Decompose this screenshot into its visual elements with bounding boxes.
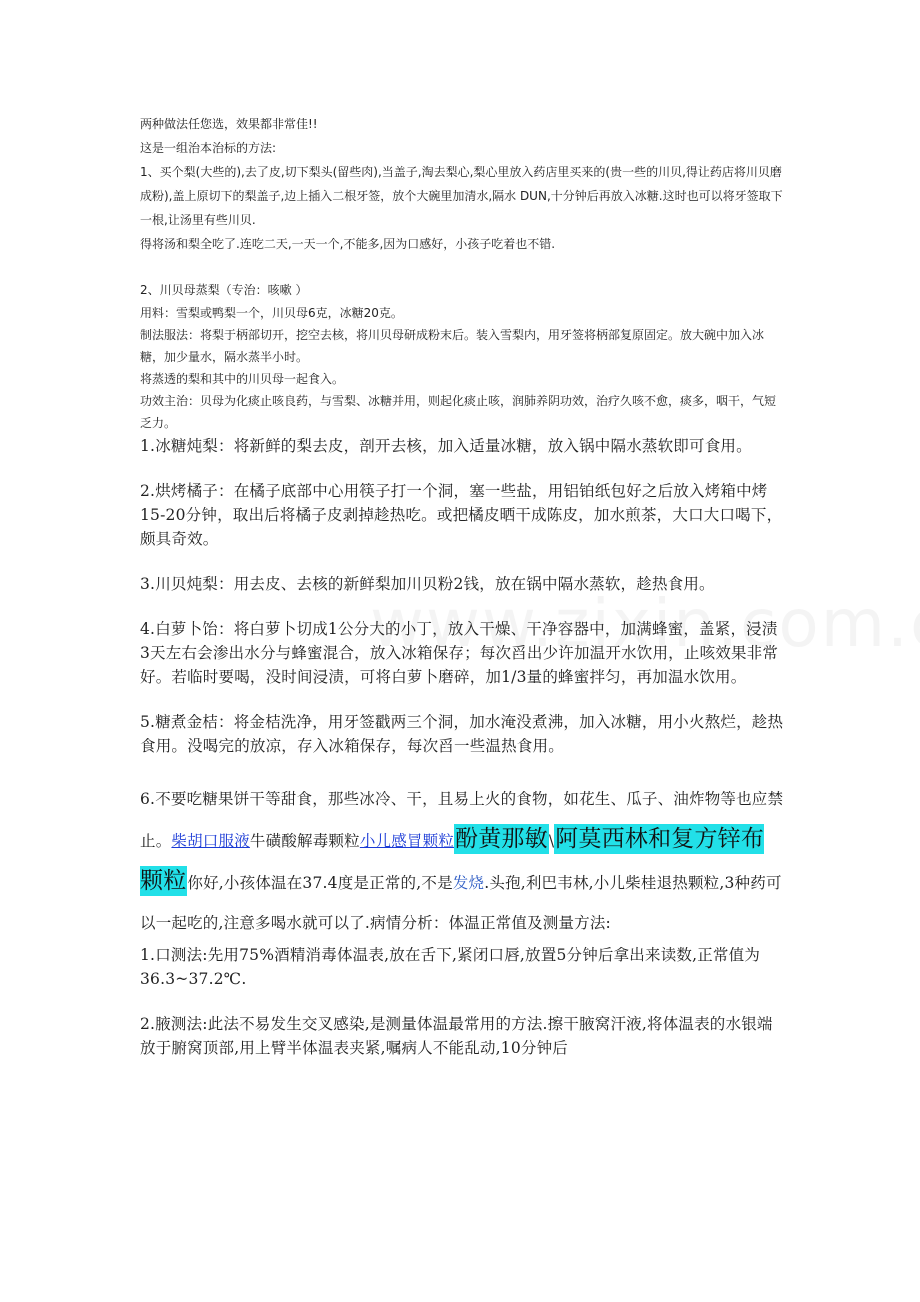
recipe-2-ingredients: 用料：雪梨或鸭梨一个，川贝母6克，冰糖20克。 [140,306,403,320]
recipe-2-effect: 功效主治：贝母为化痰止咳良药，与雪梨、冰糖并用，则起化痰止咳，润肺养阴功效，治疗久咳不愈，痰多，咽干，气短乏力。 [140,394,777,430]
intro-line-1: 两种做法任您选，效果都非常佳!! [140,117,318,131]
tip-6-rest: .头孢,利巴韦林,小儿柴桂退热颗粒,3种药可以一起吃的,注意多喝水就可以了.病情分析：体温正常值及测量方法: [140,874,782,932]
method-1-text: 1、买个梨(大些的),去了皮,切下梨头(留些肉),当盖子,淘去梨心,梨心里放入药店里买来的(贵一些的川贝,得让药店将川贝磨成粉),盖上原切下的梨盖子,边上插入二根牙签，放个大碗里加清水,隔水 DUN,十分钟后再放入冰糖.这时也可以将牙签取下一根,让汤里有些川贝. [140,165,783,227]
tip-2: 2.烘烤橘子：在橘子底部中心用筷子打一个洞，塞一些盐，用铝铂纸包好之后放入烤箱中烤15-20分钟，取出后将橘子皮剥掉趁热吃。或把橘皮晒干成陈皮，加水煎茶，大口大口喝下，颇具奇效。 [140,482,783,548]
tip-6-after: 你好,小孩体温在37.4度是正常的,不是 [187,874,453,892]
tip-5: 5.糖煮金桔：将金桔洗净，用牙签戳两三个洞，加水淹没煮沸，加入冰糖，用小火熬烂，趁热食用。没喝完的放凉，存入冰箱保存，每次舀一些温热食用。 [140,713,784,755]
fever-word: 发烧 [452,874,485,892]
tip-4: 4.白萝卜饴：将白萝卜切成1公分大的小丁，放入干燥、干净容器中，加满蜂蜜，盖紧，浸渍3天左右会渗出水分与蜂蜜混合，放入冰箱保存；每次舀出少许加温开水饮用，止咳效果非常好。若临时要喝，没时间浸渍，可将白萝卜磨碎，加1/3量的蜂蜜拌匀，再加温水饮用。 [140,620,779,686]
intro-line-2: 这是一组治本治标的方法: [140,141,277,155]
link-pediatric-cold-granules[interactable]: 小儿感冒颗粒 [359,832,455,850]
method-1-tail: 得将汤和梨全吃了.连吃二天,一天一个,不能多,因为口感好，小孩子吃着也不错. [140,237,556,251]
recipe-2-eat: 将蒸透的梨和其中的川贝母一起食入。 [140,372,345,386]
spacer [140,256,785,278]
link-chaihu-oral-liquid[interactable]: 柴胡口服液 [171,832,250,850]
recipe-2-title: 2、川贝母蒸梨（专治：咳嗽 ） [140,283,308,297]
highlight-drug-1: 酚黄那敏 [455,826,548,852]
temp-oral: 1.口测法:先用75%酒精消毒体温表,放在舌下,紧闭口唇,放置5分钟后拿出来读数,正常值为36.3~37.2℃. [140,946,761,988]
tip-6-paragraph [140,779,785,943]
tip-6-mid: 牛磺酸解毒颗粒 [249,832,360,850]
highlight-drug-2: 阿莫西林和复方锌布颗粒 [140,826,765,894]
tip-6-lead: 6.不要吃糖果饼干等甜食，那些冰冷、干，且易上火的食物，如花生、瓜子、油炸物等也应禁止。 [140,790,784,850]
document-body [140,112,785,1060]
recipe-2-method: 制法服法：将梨于柄部切开，挖空去核，将川贝母研成粉末后。装入雪梨内，用牙签将柄部复原固定。放大碗中加入冰糖，加少量水，隔水蒸半小时。 [140,328,765,364]
separator: \ [548,832,555,850]
tip-1: 1.冰糖炖梨：将新鲜的梨去皮，剖开去核，加入适量冰糖，放入锅中隔水蒸软即可食用。 [140,437,752,455]
temp-axillary: 2.腋测法:此法不易发生交叉感染,是测量体温最常用的方法.擦干腋窝汗液,将体温表的水银端放于腑窝顶部,用上臂半体温表夹紧,嘱病人不能乱动,10分钟后 [140,1015,773,1057]
tip-3: 3.川贝炖梨：用去皮、去核的新鲜梨加川贝粉2钱，放在锅中隔水蒸软，趁热食用。 [140,575,715,593]
